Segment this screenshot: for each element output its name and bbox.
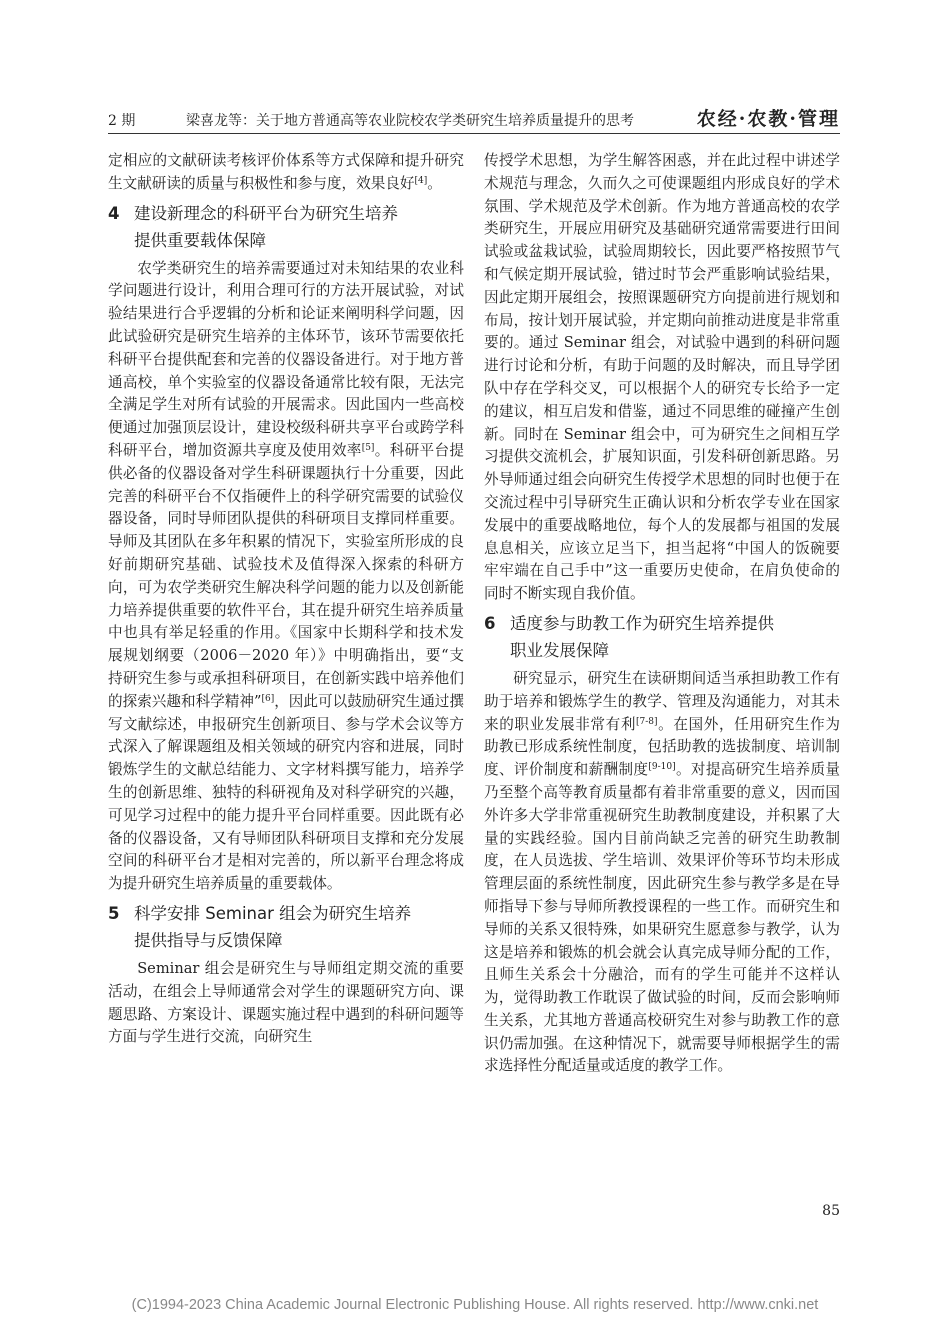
section-title-line: 建设新理念的科研平台为研究生培养 — [134, 203, 398, 223]
section-title-line: 提供重要载体保障 — [134, 230, 266, 250]
header-rule — [108, 133, 840, 134]
section-title-line: 科学安排 Seminar 组会为研究生培养 — [134, 903, 412, 923]
section-title-line: 适度参与助教工作为研究生培养提供 — [510, 613, 774, 633]
running-title: 梁喜龙等：关于地方普通高等农业院校农学类研究生培养质量提升的思考 — [186, 113, 634, 129]
copyright-footer: (C)1994-2023 China Academic Journal Electronic Publishing House. All rights reserved. http://www.cnki.net — [131, 1297, 819, 1313]
section-number: 5 — [108, 903, 120, 923]
citation[interactable]: [9-10] — [648, 762, 676, 773]
citation[interactable]: [6] — [261, 693, 275, 704]
paragraph: 定相应的文献研读考核评价体系等方式保障和提升研究生文献研读的质量与积极性和参与度，效果良好[4]。 — [108, 152, 464, 192]
citation[interactable]: [4] — [414, 175, 428, 186]
section-heading-4 — [108, 200, 464, 254]
paragraph: 研究显示，研究生在读研期间适当承担助教工作有助于培养和锻炼学生的教学、管理及沟通能力，对其未来的职业发展非常有利[7-8]。在国外，任用研究生作为助教已形成系统性制度，包括助教的选拔制度、培训制度、评价制度和薪酬制度[9-10]。对提高研究生培养质量乃至整个高等教育质量都有着非常重要的意义，因而国外许多大学非常重视研究生助教制度建设，并积累了大量的实践经验。国内目前尚缺乏完善的研究生助教制度，在人员选拔、学生培训、效果评价等环节均未形成管理层面的系统性制度，因此研究生参与教学多是在导师指导下参与导师所教授课程的一些工作。而研究生和导师的关系又很特殊，如果研究生愿意参与教学，认为这是培养和锻炼的机会就会认真完成导师分配的工作，且师生关系会十分融洽，而有的学生可能并不这样认为，觉得助教工作耽误了做试验的时间，反而会影响师生关系，尤其地方普通高校研究生对参与助教工作的意识仍需加强。在这种情况下，就需要导师根据学生的需求选择性分配适量或适度的教学工作。 — [484, 669, 840, 1075]
section-title-line: 提供指导与反馈保障 — [134, 930, 283, 950]
section-heading-6 — [484, 610, 840, 664]
section-number: 6 — [484, 613, 496, 633]
section-title-line: 职业发展保障 — [510, 640, 609, 660]
paragraph: 农学类研究生的培养需要通过对未知结果的农业科学问题进行设计，利用合理可行的方法开展试验，对试验结果进行合乎逻辑的分析和论证来阐明科学问题，因此试验研究是研究生培养的主体环节，该环节需要依托科研平台提供配套和完善的仪器设备进行。对于地方普通高校，单个实验室的仪器设备通常比较有限，无法完全满足学生对所有试验的开展需求。因此国内一些高校便通过加强顶层设计，建设校级科研共享平台或跨学科科研平台，增加资源共享度及使用效率[5]。科研平台提供必备的仪器设备对学生科研课题执行十分重要，因此完善的科研平台不仅指硬件上的科学研究需要的试验仪器设备，同时导师团队提供的科研项目支撑同样重要。导师及其团队在多年积累的情况下，实验室所形成的良好前期研究基础、试验技术及值得深入探索的科研方向，可为农学类研究生解决科学问题的能力以及创新能力培养提供重要的软件平台，其在提升研究生培养质量中也具有举足轻重的作用。《国家中长期科学和技术发展规划纲要（2006－2020 年）》中明确指出，要“支持研究生参与或承担科研项目，在创新实践中培养他们的探索兴趣和科学精神”[6]，因此可以鼓励研究生通过撰写文献综述，申报研究生创新项目、参与学术会议等方式深入了解课题组及相关领域的研究内容和进展，同时锻炼学生的文献总结能力、文字材料撰写能力，培养学生的创新思维、独特的科研视角及对科学研究的兴趣，可见学习过程中的能力提升平台同样重要。因此既有必备的仪器设备，又有导师团队科研项目支撑和充分发展空间的科研平台才是相对完善的，所以新平台理念将成为提升研究生培养质量的重要载体。 — [108, 259, 464, 893]
section-number: 4 — [108, 203, 120, 223]
page-number: 85 — [822, 1203, 840, 1219]
right-column — [484, 150, 840, 1078]
section-logo: 农经·农教·管理 — [696, 108, 840, 130]
citation[interactable]: [7-8] — [636, 716, 658, 727]
section-heading-5 — [108, 900, 464, 954]
page-header — [108, 104, 840, 134]
paragraph: Seminar 组会是研究生与导师组定期交流的重要活动，在组会上导师通常会对学生的课题研究方向、课题思路、方案设计、课题实施过程中遇到的科研问题等方面与学生进行交流，向研究生 — [108, 959, 464, 1046]
paragraph: 传授学术思想，为学生解答困惑，并在此过程中讲述学术规范与理念，久而久之可使课题组内形成良好的学术氛围、学术规范及学术创新。作为地方普通高校的农学类研究生，开展应用研究及基础研究通常需要进行田间试验或盆栽试验，试验周期较长，因此要严格按照节气和气候定期开展试验，错过时节会严重影响试验结果，因此定期开展组会，按照课题研究方向提前进行规划和布局，按计划开展试验，并定期向前推动进度是非常重要的。通过 Seminar 组会，对试验中遇到的科研问题进行讨论和分析，有助于问题的及时解决，而且导学团队中存在学科交叉，可以根据个人的研究专长给予一定的建议，相互启发和借鉴，通过不同思维的碰撞产生创新。同时在 Seminar 组会中，可为研究生之间相互学习提供交流机会，扩展知识面，引发科研创新思路。另外导师通过组会向研究生传授学术思想的同时也便于在交流过程中引导研究生正确认识和分析农学专业在国家发展中的重要战略地位，每个人的发展都与祖国的发展息息相关，应该立足当下，担当起将“中国人的饭碗要牢牢端在自己手中”这一重要历史使命，在肩负使命的同时不断实现自我价值。 — [484, 152, 840, 603]
left-column — [108, 150, 464, 1049]
citation[interactable]: [5] — [361, 442, 375, 453]
issue-number: 2 期 — [108, 113, 136, 129]
